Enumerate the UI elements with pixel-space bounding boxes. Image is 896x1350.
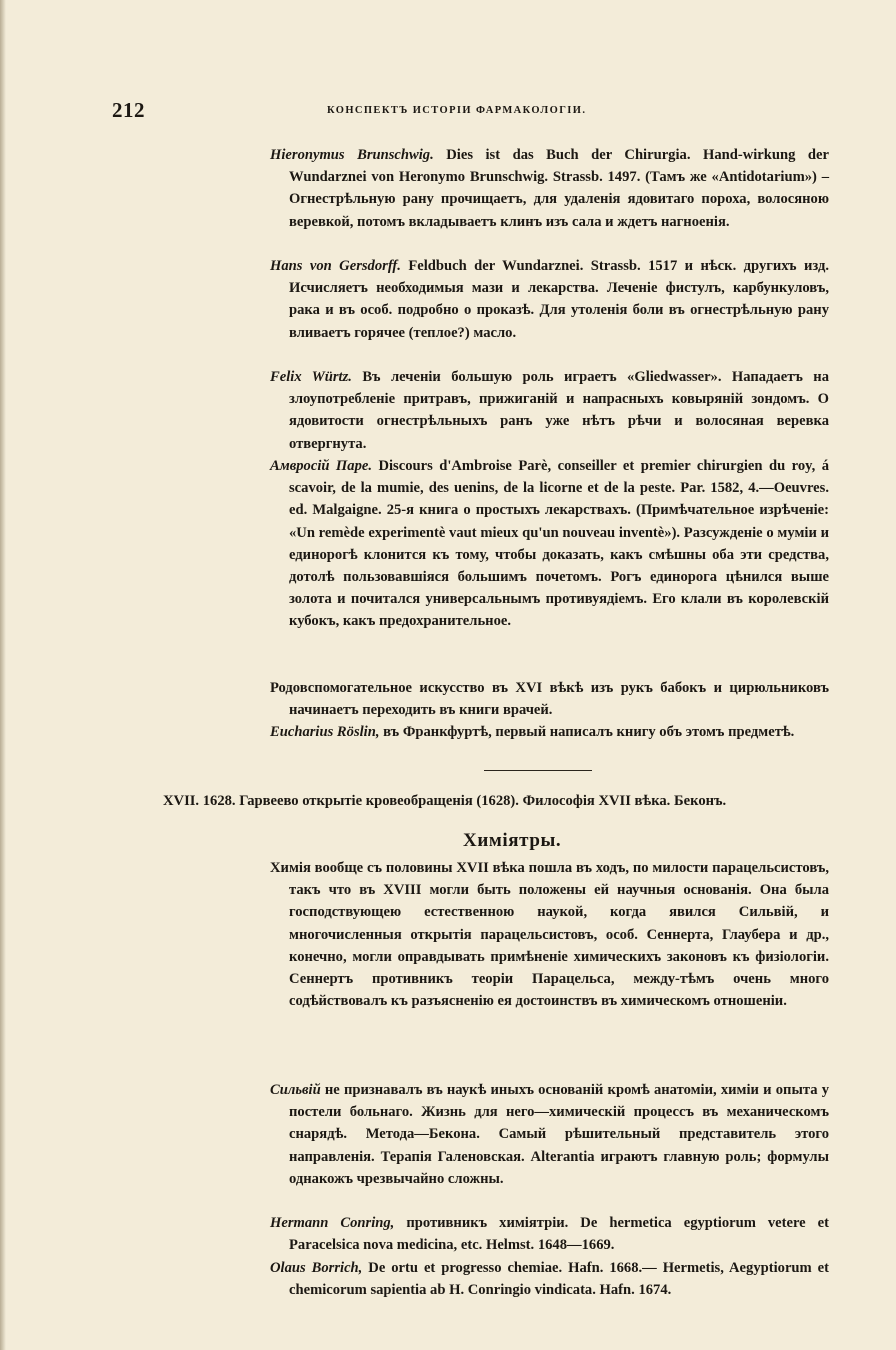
entry-pare <box>270 455 829 633</box>
entry-text: Discours d'Ambroise Parè, conseiller et premier chirurgien du roy, á scavoir, de la mumie, des uenins, de la licorne et de la peste. Par. 1582, 4.—Oeuvres. ed. Malgaigne. 25-я книга о простыхъ лекарствахъ. (Примѣчательное изрѣченіе: «Un remède experimentè vaut mieux qu'un nouveau inventè»). Разсужденіе о муміи и единорогѣ клонится къ тому, чтобы доказать, какъ смѣшны оба эти средства, дотолѣ пользовавшіяся большимъ почетомъ. Рогъ единорога цѣнился выше золота и почитался универсальнымъ противуядіемъ. Его клали въ королевскій кубокъ, какъ предохранительное. <box>289 458 830 630</box>
entry-text: противникъ химіятріи. De hermetica egyptiorum vetere et Paracelsica nova medicina, etc. Helmst. 1648—1669. <box>289 1215 829 1254</box>
entry-wurtz <box>270 366 829 455</box>
entry-text: Химія вообще съ половины XVII вѣка пошла въ ходъ, по милости парацельсистовъ, такъ что въ XVIII могли быть положены ей научныя основанія. Она была господствующею естественною наукой, когда явился Сильвій, и многочисленныя открытія парацельсистовъ, особ. Сеннерта, Глаубера и др., конечно, могли оправдывать примѣненіе химическихъ законовъ къ физіологіи. Сеннертъ противникъ теоріи Парацельса, между-тѣмъ очень много содѣйствовалъ къ разъясненію ея достоинствъ въ химическомъ отношеніи. <box>270 860 829 1010</box>
author-name: Eucharius Röslin, <box>270 724 380 740</box>
author-name: Felix Würtz. <box>270 369 352 385</box>
section-divider <box>484 770 592 771</box>
page-header <box>112 98 792 128</box>
author-name: Hieronymus Brunschwig. <box>270 147 434 163</box>
entry-sylvius <box>270 1079 829 1190</box>
page-number: 212 <box>112 98 145 122</box>
entry-text: Dies ist das Buch der Chirurgia. Hand-wirkung der Wundarznei von Heronymo Brunschwig. Strassb. 1497. (Тамъ же «Antidotarium») – Огнестрѣльную рану прочищаетъ, для удаленія ядовитаго пороха, волосяною веревкой, потомъ вкладываетъ клинъ изъ сала и ждетъ нагноенія. <box>289 147 829 230</box>
author-name: Hans von Gersdorff. <box>270 258 401 274</box>
entry-text: De ortu et progresso chemiae. Hafn. 1668.— Hermetis, Aegyptiorum et chemicorum sapientia ab H. Conringio vindicata. Hafn. 1674. <box>289 1260 829 1299</box>
entry-conring <box>270 1212 829 1256</box>
entry-chemistry <box>270 857 829 1012</box>
page-edge-shadow <box>0 0 6 1350</box>
century-xvii-line: XVII. 1628. Гарвеево открытіе кровеобращенія (1628). Философія XVII вѣка. Беконъ. <box>163 793 727 809</box>
entry-text: Въ леченіи большую роль играетъ «Gliedwasser». Нападаетъ на злоупотребленіе притравъ, прижиганій и напрасныхъ ковыряній зондомъ. О ядовитости огнестрѣльныхъ ранъ уже нѣтъ рѣчи и волосяная веревка отвергнута. <box>289 369 829 452</box>
entry-borrich <box>270 1257 829 1301</box>
section-heading: Химіятры. <box>463 830 562 851</box>
entry-text: Feldbuch der Wundarznei. Strassb. 1517 и нѣск. другихъ изд. Исчисляетъ необходимыя мази и лекарства. Леченіе фистулъ, карбункуловъ, рака и въ особ. подробно о проказѣ. Для утоленія боли въ огнестрѣльную рану вливаетъ горячее (теплое?) масло. <box>289 258 829 341</box>
author-name: Olaus Borrich, <box>270 1260 363 1276</box>
entry-text: не признавалъ въ наукѣ иныхъ основаній кромѣ анатоміи, химіи и опыта у постели больнаго. Жизнь для него—химическій процессъ въ механическомъ снарядѣ. Метода—Бекона. Самый рѣшительный представитель этого направленія. Терапія Галеновская. Alterantia играютъ главную роль; формулы однакожъ чрезвычайно сложны. <box>289 1082 829 1187</box>
entry-text: Родовспомогательное искусство въ XVI вѣкѣ изъ рукъ бабокъ и цирюльниковъ начинаетъ переходить въ книги врачей. <box>270 680 829 719</box>
entry-gersdorff <box>270 255 829 344</box>
entry-text: въ Франкфуртѣ, первый написалъ книгу объ этомъ предметѣ. <box>379 724 795 740</box>
entry-obstetrics <box>270 677 829 721</box>
running-title: КОНСПЕКТЪ ИСТОРІИ ФАРМАКОЛОГІИ. <box>327 105 587 116</box>
author-name: Амвросій Паре. <box>270 458 373 474</box>
author-name: Сильвій <box>270 1082 321 1098</box>
author-name: Hermann Conring, <box>270 1215 395 1231</box>
entry-brunschwig <box>270 144 829 233</box>
entry-roslin <box>270 721 829 743</box>
